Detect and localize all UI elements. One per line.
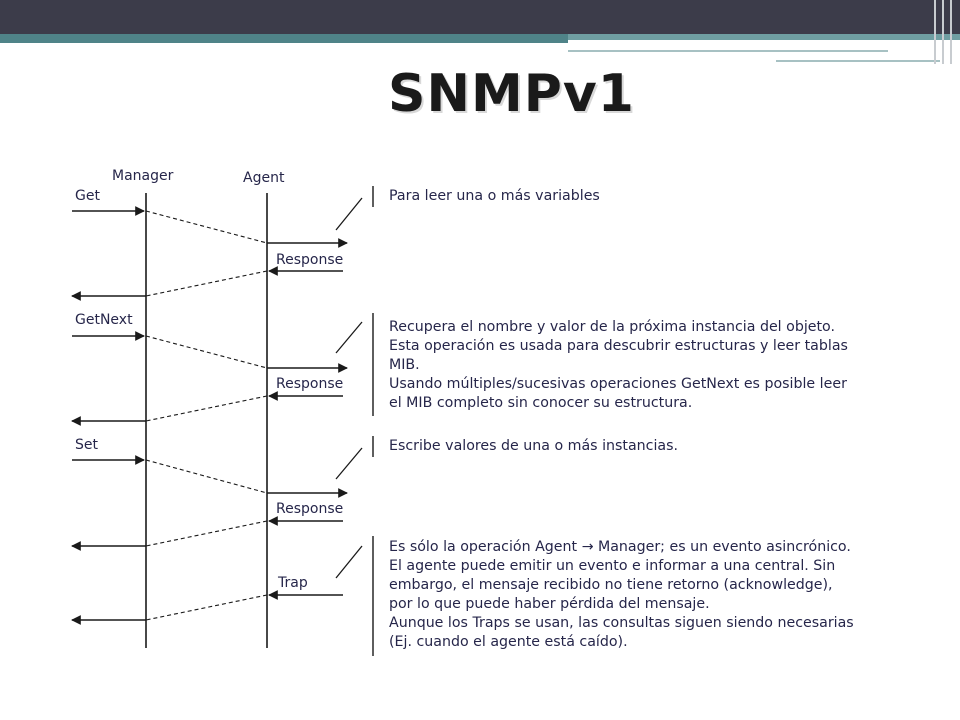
request-dash-getnext [146, 336, 267, 368]
manager-label: Manager [112, 168, 174, 184]
slide-title: SNMPv1 [388, 64, 635, 124]
reply-label-get: Response [276, 252, 344, 268]
leader-set [336, 448, 362, 479]
reply-label-getnext: Response [276, 376, 344, 392]
reply-dash-set [146, 521, 267, 546]
request-dash-get [146, 211, 267, 243]
reply-dash-get [146, 271, 267, 296]
request-label-set: Set [75, 437, 98, 453]
request-label-trap: Trap [278, 575, 308, 591]
request-dash-set [146, 460, 267, 493]
description-trap: Es sólo la operación Agent → Manager; es un evento asincrónico. El agente puede emitir un evento e informar a una central. Sin embargo, el mensaje recibido no tiene retorno (acknowledge), por lo que puede haber pérdida del mensaje. Aunque los Traps se usan, las consultas siguen siendo necesarias (Ej. cuando el agente está caído). [389, 539, 854, 650]
leader-get [336, 198, 362, 230]
description-get: Para leer una o más variables [389, 188, 600, 204]
leader-getnext [336, 322, 362, 353]
reply-label-set: Response [276, 501, 344, 517]
request-label-getnext: GetNext [75, 312, 133, 328]
agent-label: Agent [243, 170, 285, 186]
description-set: Escribe valores de una o más instancias. [389, 438, 678, 454]
description-getnext: Recupera el nombre y valor de la próxima instancia del objeto. Esta operación es usada para descubrir estructuras y leer tablas MIB. Usando múltiples/sucesivas operaciones GetNext es posible leer el MIB completo sin conocer su estructura. [389, 319, 848, 411]
trap-dash [146, 595, 267, 620]
reply-dash-getnext [146, 396, 267, 421]
request-label-get: Get [75, 188, 100, 204]
leader-trap [336, 546, 362, 578]
